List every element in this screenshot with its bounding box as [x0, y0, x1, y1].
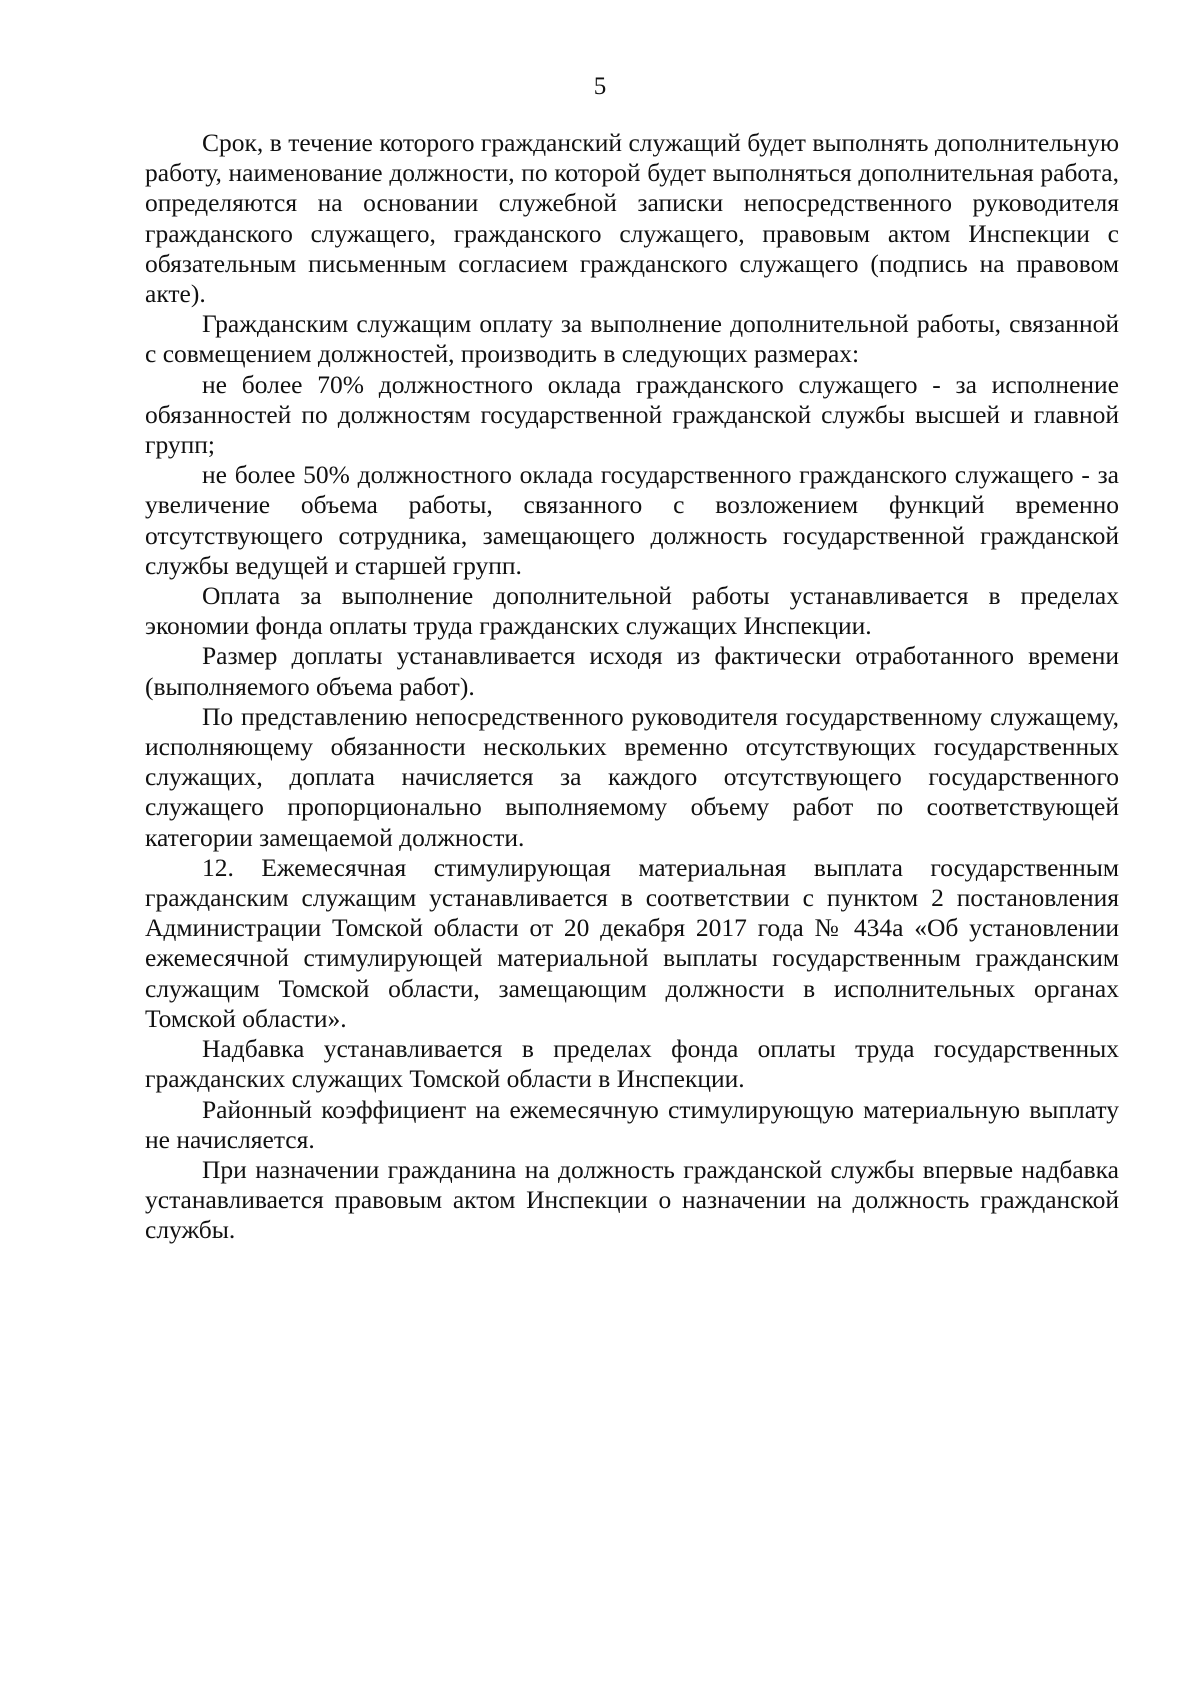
paragraph-supervisor-submission: По представлению непосредственного руководителя государственному служащему, исполняющему обязанности нескольких временно отсутствующих государственных служащих, доплата начисляется за каждого отсутствующего государственного служащего пропорционально выполняемому объему работ по соответствующей категории замещаемой должности. — [145, 701, 1119, 852]
paragraph-payment-for-combination: Гражданским служащим оплату за выполнение дополнительной работы, связанной с совмещением должностей, производить в следующих размерах: — [145, 309, 1119, 369]
paragraph-allowance-limits: Надбавка устанавливается в пределах фонда оплаты труда государственных гражданских служащих Томской области в Инспекции. — [145, 1034, 1119, 1094]
paragraph-first-appointment: При назначении гражданина на должность гражданской службы впервые надбавка устанавливается правовым актом Инспекции о назначении на должность гражданской службы. — [145, 1154, 1119, 1245]
paragraph-50-percent: не более 50% должностного оклада государственного гражданского служащего - за увеличение объема работы, связанного с возложением функций временно отсутствующего сотрудника, замещающего должность государственной гражданской службы ведущей и старшей групп. — [145, 460, 1119, 580]
paragraph-item-12: 12. Ежемесячная стимулирующая материальная выплата государственным гражданским служащим устанавливается в соответствии с пунктом 2 постановления Администрации Томской области от 20 декабря 2017 года № 434а «Об установлении ежемесячной стимулирующей материальной выплаты государственным гражданским служащим Томской области, замещающим должности в исполнительных органах Томской области». — [145, 852, 1119, 1033]
paragraph-supplement-size: Размер доплаты устанавливается исходя из фактически отработанного времени (выполняемого объема работ). — [145, 641, 1119, 701]
paragraph-70-percent: не более 70% должностного оклада гражданского служащего - за исполнение обязанностей по должностям государственной гражданской службы высшей и главной групп; — [145, 369, 1119, 460]
document-body — [145, 128, 1119, 1246]
paragraph-payment-limits: Оплата за выполнение дополнительной работы устанавливается в пределах экономии фонда оплаты труда гражданских служащих Инспекции. — [145, 581, 1119, 641]
paragraph-term-of-additional-work: Срок, в течение которого гражданский служащий будет выполнять дополнительную работу, наименование должности, по которой будет выполняться дополнительная работа, определяются на основании служебной записки непосредственного руководителя гражданского служащего, гражданского служащего, правовым актом Инспекции с обязательным письменным согласием гражданского служащего (подпись на правовом акте). — [145, 128, 1119, 309]
paragraph-regional-coefficient: Районный коэффициент на ежемесячную стимулирующую материальную выплату не начисляется. — [145, 1094, 1119, 1154]
page-number: 5 — [593, 73, 607, 100]
